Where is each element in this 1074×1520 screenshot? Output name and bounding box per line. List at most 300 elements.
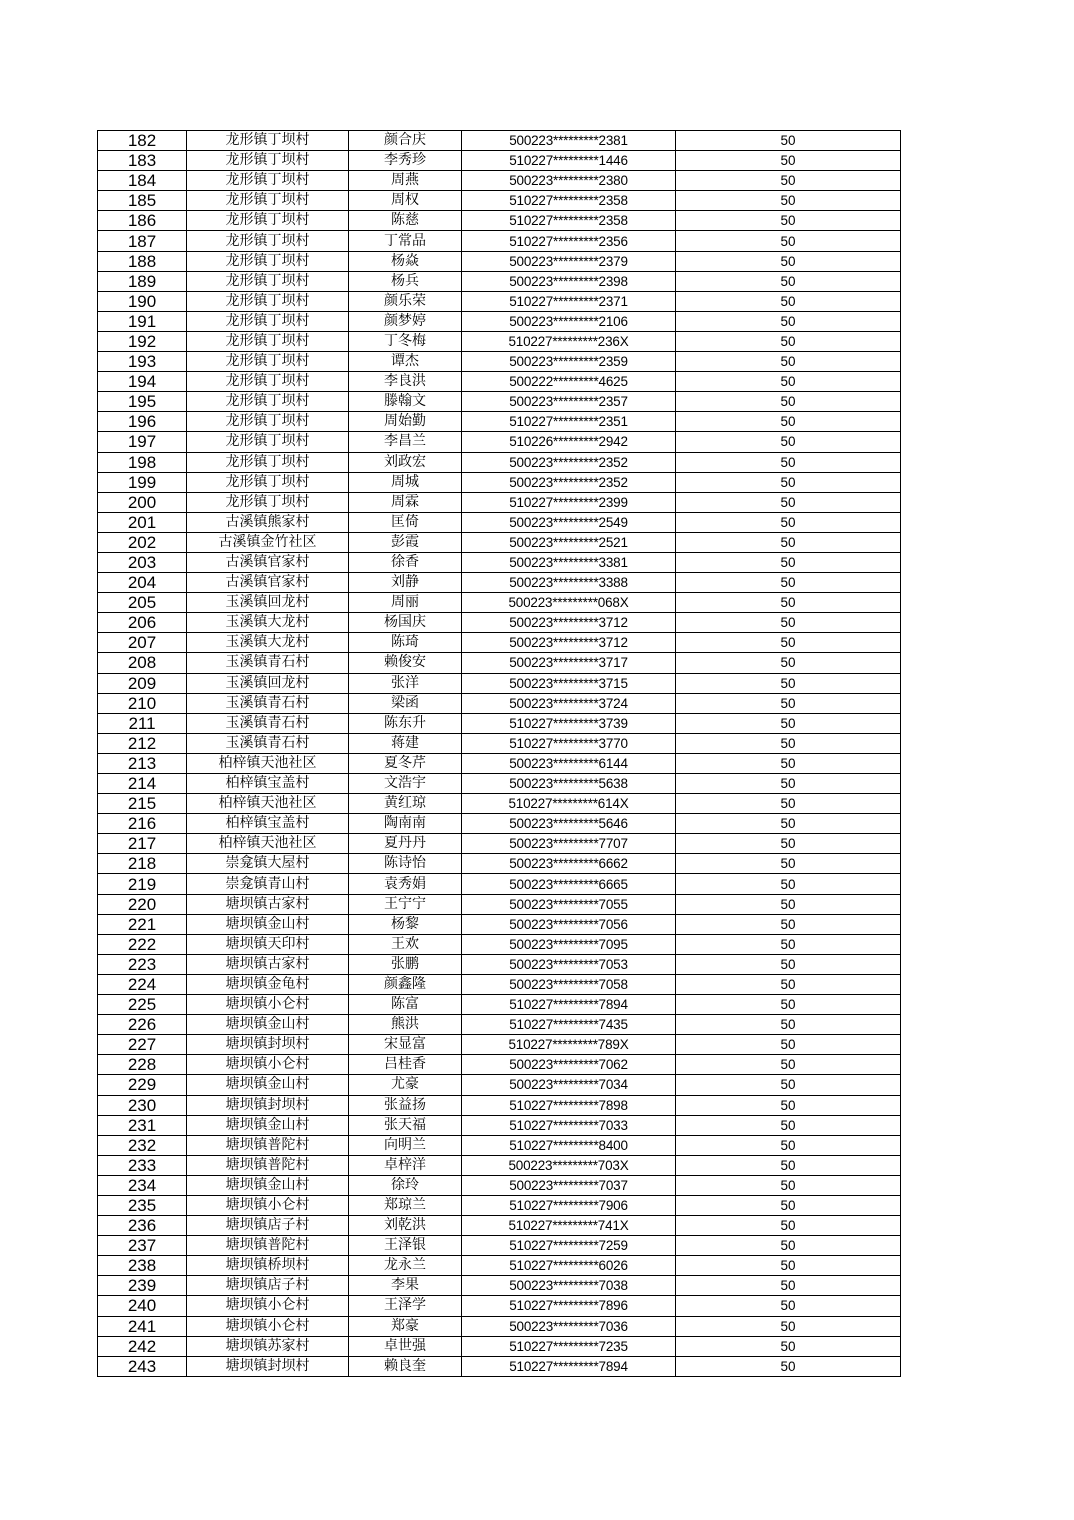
cell-id-number: 500223*********2352 [462,452,676,472]
cell-town-village: 龙形镇丁坝村 [187,432,349,452]
cell-name: 陈诗怡 [349,854,462,874]
cell-name: 蒋建 [349,733,462,753]
cell-serial-number: 229 [98,1075,187,1095]
table-row [98,1296,901,1316]
cell-amount: 50 [676,1115,901,1135]
cell-serial-number: 230 [98,1095,187,1115]
cell-id-number: 500223*********7034 [462,1075,676,1095]
cell-town-village: 龙形镇丁坝村 [187,492,349,512]
cell-name: 张洋 [349,673,462,693]
cell-name: 刘政宏 [349,452,462,472]
cell-name: 张益扬 [349,1095,462,1115]
table-row [98,713,901,733]
cell-name: 徐香 [349,552,462,572]
table-row [98,211,901,231]
cell-id-number: 500223*********2521 [462,532,676,552]
cell-amount: 50 [676,1155,901,1175]
cell-town-village: 塘坝镇古家村 [187,894,349,914]
cell-serial-number: 198 [98,452,187,472]
table-row [98,372,901,392]
cell-town-village: 塘坝镇古家村 [187,954,349,974]
table-row [98,794,901,814]
table-row [98,291,901,311]
table-row [98,1115,901,1135]
cell-town-village: 塘坝镇苏家村 [187,1336,349,1356]
cell-id-number: 510227*********614X [462,794,676,814]
table-row [98,331,901,351]
cell-serial-number: 232 [98,1135,187,1155]
cell-id-number: 510227*********8400 [462,1135,676,1155]
cell-name: 熊洪 [349,1015,462,1035]
cell-name: 黄红琼 [349,794,462,814]
cell-id-number: 500223*********6665 [462,874,676,894]
cell-id-number: 500222*********4625 [462,372,676,392]
cell-serial-number: 201 [98,512,187,532]
cell-name: 周始勤 [349,412,462,432]
cell-id-number: 510227*********3739 [462,713,676,733]
cell-name: 王欢 [349,934,462,954]
cell-amount: 50 [676,191,901,211]
cell-serial-number: 209 [98,673,187,693]
cell-name: 刘乾洪 [349,1216,462,1236]
cell-id-number: 500223*********7036 [462,1316,676,1336]
cell-serial-number: 228 [98,1055,187,1075]
cell-amount: 50 [676,231,901,251]
cell-town-village: 龙形镇丁坝村 [187,131,349,151]
cell-id-number: 500223*********3715 [462,673,676,693]
cell-serial-number: 207 [98,633,187,653]
cell-serial-number: 197 [98,432,187,452]
cell-town-village: 龙形镇丁坝村 [187,151,349,171]
cell-name: 李良洪 [349,372,462,392]
cell-name: 卓梓洋 [349,1155,462,1175]
cell-name: 宋显富 [349,1035,462,1055]
cell-id-number: 500223*********2359 [462,352,676,372]
cell-id-number: 510227*********7896 [462,1296,676,1316]
cell-amount: 50 [676,753,901,773]
cell-name: 王泽学 [349,1296,462,1316]
table-row [98,814,901,834]
cell-amount: 50 [676,573,901,593]
cell-serial-number: 226 [98,1015,187,1035]
cell-serial-number: 214 [98,774,187,794]
cell-amount: 50 [676,352,901,372]
cell-name: 郑琼兰 [349,1195,462,1215]
cell-amount: 50 [676,1075,901,1095]
table-row [98,733,901,753]
cell-id-number: 500223*********703X [462,1155,676,1175]
cell-name: 陈慈 [349,211,462,231]
cell-town-village: 龙形镇丁坝村 [187,211,349,231]
cell-town-village: 龙形镇丁坝村 [187,472,349,492]
table-row [98,914,901,934]
cell-name: 陈富 [349,995,462,1015]
cell-serial-number: 193 [98,352,187,372]
cell-name: 尤豪 [349,1075,462,1095]
cell-amount: 50 [676,814,901,834]
cell-amount: 50 [676,995,901,1015]
cell-id-number: 500223*********068X [462,593,676,613]
cell-name: 吕桂香 [349,1055,462,1075]
cell-town-village: 塘坝镇普陀村 [187,1155,349,1175]
cell-name: 向明兰 [349,1135,462,1155]
cell-serial-number: 233 [98,1155,187,1175]
cell-name: 张天福 [349,1115,462,1135]
cell-name: 周城 [349,472,462,492]
cell-town-village: 古溪镇官家村 [187,573,349,593]
cell-amount: 50 [676,532,901,552]
cell-serial-number: 223 [98,954,187,974]
cell-id-number: 500223*********7038 [462,1276,676,1296]
cell-id-number: 500223*********2398 [462,271,676,291]
table-row [98,974,901,994]
cell-amount: 50 [676,974,901,994]
cell-serial-number: 189 [98,271,187,291]
cell-town-village: 玉溪镇大龙村 [187,633,349,653]
cell-town-village: 崇龛镇大屋村 [187,854,349,874]
table-row [98,251,901,271]
cell-name: 颜乐荣 [349,291,462,311]
cell-town-village: 龙形镇丁坝村 [187,171,349,191]
cell-id-number: 500223*********7037 [462,1175,676,1195]
cell-serial-number: 206 [98,613,187,633]
cell-serial-number: 200 [98,492,187,512]
cell-town-village: 龙形镇丁坝村 [187,372,349,392]
cell-serial-number: 241 [98,1316,187,1336]
cell-amount: 50 [676,372,901,392]
cell-town-village: 龙形镇丁坝村 [187,291,349,311]
cell-id-number: 500223*********3717 [462,653,676,673]
cell-amount: 50 [676,211,901,231]
cell-town-village: 古溪镇熊家村 [187,512,349,532]
cell-id-number: 500223*********3712 [462,613,676,633]
cell-id-number: 500223*********7058 [462,974,676,994]
cell-town-village: 玉溪镇大龙村 [187,613,349,633]
cell-town-village: 塘坝镇金山村 [187,1015,349,1035]
cell-serial-number: 236 [98,1216,187,1236]
cell-id-number: 500223*********2549 [462,512,676,532]
cell-amount: 50 [676,452,901,472]
cell-amount: 50 [676,151,901,171]
table-row [98,151,901,171]
table-row [98,573,901,593]
cell-town-village: 龙形镇丁坝村 [187,331,349,351]
cell-serial-number: 208 [98,653,187,673]
cell-name: 丁冬梅 [349,331,462,351]
cell-amount: 50 [676,1296,901,1316]
cell-id-number: 500223*********6144 [462,753,676,773]
cell-serial-number: 240 [98,1296,187,1316]
table-row [98,633,901,653]
table-row [98,552,901,572]
cell-town-village: 塘坝镇金山村 [187,1175,349,1195]
cell-id-number: 500223*********2106 [462,311,676,331]
cell-name: 陈东升 [349,713,462,733]
cell-serial-number: 238 [98,1256,187,1276]
cell-id-number: 510227*********7906 [462,1195,676,1215]
cell-amount: 50 [676,1175,901,1195]
cell-town-village: 塘坝镇金山村 [187,914,349,934]
table-body [98,131,901,1377]
cell-serial-number: 218 [98,854,187,874]
cell-id-number: 500223*********3381 [462,552,676,572]
table-row [98,392,901,412]
cell-serial-number: 202 [98,532,187,552]
cell-id-number: 510227*********7898 [462,1095,676,1115]
table-row [98,753,901,773]
table-row [98,1316,901,1336]
cell-name: 赖俊安 [349,653,462,673]
cell-serial-number: 210 [98,693,187,713]
cell-serial-number: 185 [98,191,187,211]
cell-name: 颜鑫隆 [349,974,462,994]
cell-town-village: 柏梓镇天池社区 [187,794,349,814]
cell-serial-number: 215 [98,794,187,814]
cell-amount: 50 [676,472,901,492]
cell-id-number: 500223*********7095 [462,934,676,954]
cell-amount: 50 [676,633,901,653]
cell-amount: 50 [676,1356,901,1376]
cell-name: 杨黎 [349,914,462,934]
cell-id-number: 500223*********2352 [462,472,676,492]
cell-town-village: 龙形镇丁坝村 [187,392,349,412]
table-row [98,1195,901,1215]
cell-town-village: 古溪镇官家村 [187,552,349,572]
cell-amount: 50 [676,1276,901,1296]
cell-amount: 50 [676,1256,901,1276]
cell-id-number: 510227*********2358 [462,211,676,231]
cell-name: 匡倚 [349,512,462,532]
cell-serial-number: 217 [98,834,187,854]
cell-amount: 50 [676,713,901,733]
cell-name: 夏丹丹 [349,834,462,854]
cell-name: 梁函 [349,693,462,713]
cell-town-village: 塘坝镇普陀村 [187,1135,349,1155]
cell-town-village: 玉溪镇青石村 [187,653,349,673]
cell-serial-number: 187 [98,231,187,251]
cell-serial-number: 212 [98,733,187,753]
cell-serial-number: 221 [98,914,187,934]
table-row [98,1075,901,1095]
cell-town-village: 柏梓镇天池社区 [187,753,349,773]
cell-serial-number: 204 [98,573,187,593]
cell-serial-number: 191 [98,311,187,331]
cell-serial-number: 203 [98,552,187,572]
cell-name: 杨焱 [349,251,462,271]
table-row [98,1015,901,1035]
cell-town-village: 塘坝镇小仑村 [187,1195,349,1215]
cell-amount: 50 [676,673,901,693]
table-row [98,874,901,894]
cell-amount: 50 [676,954,901,974]
table-row [98,432,901,452]
cell-serial-number: 213 [98,753,187,773]
table-row [98,271,901,291]
cell-name: 丁常品 [349,231,462,251]
cell-name: 夏冬芹 [349,753,462,773]
cell-name: 周燕 [349,171,462,191]
cell-amount: 50 [676,131,901,151]
table-row [98,492,901,512]
cell-serial-number: 234 [98,1175,187,1195]
cell-amount: 50 [676,271,901,291]
cell-name: 周权 [349,191,462,211]
cell-id-number: 510227*********7894 [462,995,676,1015]
cell-town-village: 塘坝镇封坝村 [187,1095,349,1115]
cell-name: 文浩宇 [349,774,462,794]
cell-serial-number: 219 [98,874,187,894]
cell-name: 李昌兰 [349,432,462,452]
cell-amount: 50 [676,1055,901,1075]
cell-name: 滕翰文 [349,392,462,412]
table-row [98,613,901,633]
cell-amount: 50 [676,1095,901,1115]
cell-serial-number: 196 [98,412,187,432]
cell-id-number: 510227*********2356 [462,231,676,251]
table-row [98,774,901,794]
cell-serial-number: 222 [98,934,187,954]
cell-amount: 50 [676,412,901,432]
cell-name: 刘静 [349,573,462,593]
cell-amount: 50 [676,834,901,854]
cell-id-number: 500223*********5646 [462,814,676,834]
cell-amount: 50 [676,1336,901,1356]
cell-town-village: 塘坝镇金龟村 [187,974,349,994]
cell-id-number: 500223*********7053 [462,954,676,974]
cell-serial-number: 186 [98,211,187,231]
cell-town-village: 古溪镇金竹社区 [187,532,349,552]
cell-amount: 50 [676,1035,901,1055]
cell-id-number: 500223*********5638 [462,774,676,794]
table-row [98,1356,901,1376]
table-row [98,1256,901,1276]
cell-serial-number: 243 [98,1356,187,1376]
cell-id-number: 510227*********741X [462,1216,676,1236]
cell-serial-number: 183 [98,151,187,171]
cell-id-number: 500223*********3712 [462,633,676,653]
cell-town-village: 塘坝镇封坝村 [187,1035,349,1055]
table-row [98,1216,901,1236]
cell-name: 龙永兰 [349,1256,462,1276]
cell-amount: 50 [676,1316,901,1336]
cell-amount: 50 [676,874,901,894]
cell-serial-number: 182 [98,131,187,151]
cell-id-number: 510227*********2358 [462,191,676,211]
cell-id-number: 500223*********7707 [462,834,676,854]
cell-id-number: 510227*********2351 [462,412,676,432]
cell-serial-number: 225 [98,995,187,1015]
cell-town-village: 塘坝镇小仑村 [187,995,349,1015]
cell-name: 杨兵 [349,271,462,291]
cell-id-number: 500223*********2357 [462,392,676,412]
cell-amount: 50 [676,492,901,512]
table-row [98,593,901,613]
cell-town-village: 塘坝镇桥坝村 [187,1256,349,1276]
table-row [98,191,901,211]
cell-name: 谭杰 [349,352,462,372]
cell-name: 陈琦 [349,633,462,653]
cell-amount: 50 [676,171,901,191]
cell-serial-number: 192 [98,331,187,351]
cell-id-number: 510227*********7435 [462,1015,676,1035]
table-row [98,352,901,372]
cell-name: 张鹏 [349,954,462,974]
cell-town-village: 塘坝镇小仑村 [187,1316,349,1336]
cell-name: 李果 [349,1276,462,1296]
cell-amount: 50 [676,653,901,673]
cell-serial-number: 194 [98,372,187,392]
table-row [98,1236,901,1256]
cell-serial-number: 224 [98,974,187,994]
table-row [98,954,901,974]
cell-town-village: 塘坝镇店子村 [187,1276,349,1296]
cell-name: 陶南南 [349,814,462,834]
cell-id-number: 510227*********7259 [462,1236,676,1256]
table-row [98,1155,901,1175]
cell-amount: 50 [676,733,901,753]
cell-town-village: 崇龛镇青山村 [187,874,349,894]
cell-id-number: 510227*********236X [462,331,676,351]
cell-serial-number: 199 [98,472,187,492]
cell-amount: 50 [676,774,901,794]
cell-town-village: 柏梓镇宝盖村 [187,814,349,834]
cell-id-number: 500223*********3724 [462,693,676,713]
cell-serial-number: 188 [98,251,187,271]
cell-town-village: 龙形镇丁坝村 [187,191,349,211]
cell-id-number: 510226*********2942 [462,432,676,452]
cell-town-village: 塘坝镇金山村 [187,1115,349,1135]
table-row [98,1095,901,1115]
cell-town-village: 塘坝镇小仑村 [187,1055,349,1075]
cell-serial-number: 220 [98,894,187,914]
cell-id-number: 500223*********2379 [462,251,676,271]
cell-town-village: 塘坝镇天印村 [187,934,349,954]
cell-id-number: 510227*********7894 [462,1356,676,1376]
cell-id-number: 510227*********2399 [462,492,676,512]
cell-id-number: 500223*********7062 [462,1055,676,1075]
table-row [98,311,901,331]
cell-town-village: 龙形镇丁坝村 [187,311,349,331]
cell-town-village: 塘坝镇小仑村 [187,1296,349,1316]
cell-town-village: 塘坝镇封坝村 [187,1356,349,1376]
table-row [98,231,901,251]
table-row [98,171,901,191]
cell-serial-number: 237 [98,1236,187,1256]
cell-id-number: 510227*********7033 [462,1115,676,1135]
cell-amount: 50 [676,392,901,412]
cell-town-village: 龙形镇丁坝村 [187,271,349,291]
table-row [98,1055,901,1075]
cell-town-village: 玉溪镇青石村 [187,693,349,713]
cell-town-village: 龙形镇丁坝村 [187,231,349,251]
cell-serial-number: 239 [98,1276,187,1296]
table-row [98,693,901,713]
cell-town-village: 龙形镇丁坝村 [187,352,349,372]
cell-amount: 50 [676,613,901,633]
cell-id-number: 510227*********789X [462,1035,676,1055]
cell-serial-number: 190 [98,291,187,311]
cell-town-village: 塘坝镇店子村 [187,1216,349,1236]
cell-town-village: 玉溪镇回龙村 [187,593,349,613]
spreadsheet-page [97,130,900,1377]
cell-id-number: 510227*********7235 [462,1336,676,1356]
cell-amount: 50 [676,934,901,954]
cell-serial-number: 205 [98,593,187,613]
cell-town-village: 塘坝镇金山村 [187,1075,349,1095]
cell-amount: 50 [676,1015,901,1035]
cell-name: 王宁宁 [349,894,462,914]
cell-town-village: 玉溪镇青石村 [187,733,349,753]
